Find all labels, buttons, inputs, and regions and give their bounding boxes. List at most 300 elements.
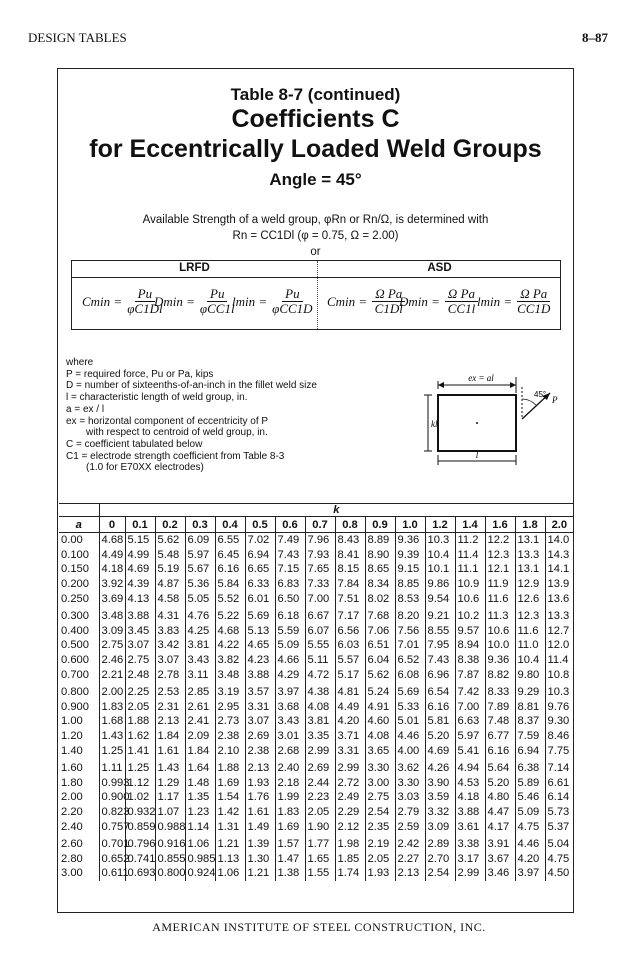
table-row <box>59 700 573 715</box>
coefficient-cell: 2.13 <box>155 714 185 729</box>
coefficient-cell: 2.75 <box>99 638 125 653</box>
coefficient-cell: 1.35 <box>185 790 215 805</box>
column-header-k: 0.5 <box>245 517 275 533</box>
coefficient-cell: 10.3 <box>425 533 455 548</box>
where-line: l = characteristic length of weld group, in. <box>66 392 248 404</box>
coefficient-cell: 8.55 <box>425 624 455 639</box>
coefficient-cell: 4.18 <box>455 790 485 805</box>
coefficient-cell: 8.89 <box>365 533 395 548</box>
coefficient-cell: 4.38 <box>305 685 335 700</box>
coefficient-cell: 1.48 <box>185 776 215 791</box>
where-line: a = ex / l <box>66 403 105 415</box>
centroid-marker <box>476 422 478 424</box>
angle-arc <box>522 399 536 405</box>
coefficient-cell: 4.69 <box>425 743 455 758</box>
coefficient-cell: 2.46 <box>99 653 125 668</box>
formula-column-divider <box>317 261 318 329</box>
coefficient-cell: 2.35 <box>365 819 395 834</box>
coefficient-cell: 1.21 <box>215 837 245 852</box>
coefficient-cell: 5.19 <box>155 562 185 577</box>
coefficient-cell: 1.62 <box>125 729 155 744</box>
coefficient-cell: 7.43 <box>275 548 305 563</box>
a-value-cell: 0.150 <box>61 563 89 576</box>
coefficient-cell: 2.75 <box>125 653 155 668</box>
a-value-cell: 0.600 <box>61 654 89 667</box>
coefficient-cell: 7.56 <box>395 624 425 639</box>
lrfd-formula-2 <box>232 287 316 316</box>
coefficient-cell: 9.30 <box>545 714 573 729</box>
coefficient-cell: 6.38 <box>515 761 545 776</box>
where-line: D = number of sixteenths-of-an-inch in the fillet weld size <box>66 380 317 392</box>
coefficient-cell: 3.69 <box>99 591 125 606</box>
coefficient-cell: 2.54 <box>425 866 455 881</box>
coefficient-cell: 1.64 <box>185 761 215 776</box>
coefficient-cell: 3.83 <box>155 624 185 639</box>
where-line: with respect to centroid of weld group, in. <box>86 427 268 439</box>
coefficient-cell: 1.69 <box>215 776 245 791</box>
coefficient-cell: 7.01 <box>395 638 425 653</box>
coefficient-cell: 5.36 <box>185 577 215 592</box>
coefficient-cell: 4.31 <box>155 609 185 624</box>
coefficient-cell: 14.3 <box>545 548 573 563</box>
coefficient-cell: 4.50 <box>545 866 573 881</box>
where-definitions <box>66 357 317 474</box>
coefficient-cell: 8.53 <box>395 591 425 606</box>
coefficient-cell: 0.800 <box>155 866 185 881</box>
where-line: ex = horizontal component of eccentricity of P <box>66 415 269 427</box>
table-row <box>59 533 573 548</box>
column-header-k: 1.2 <box>425 517 455 533</box>
coefficient-cell: 13.3 <box>545 609 573 624</box>
coefficient-cell: 5.89 <box>515 776 545 791</box>
coefficient-cell: 6.16 <box>215 562 245 577</box>
coefficient-cell: 3.90 <box>425 776 455 791</box>
coefficient-cell: 7.33 <box>305 577 335 592</box>
coefficient-cell: 8.41 <box>335 548 365 563</box>
coefficient-cell: 1.84 <box>185 743 215 758</box>
coefficient-cell: 1.14 <box>185 819 215 834</box>
column-header-k: 0.8 <box>335 517 365 533</box>
coefficient-cell: 5.67 <box>185 562 215 577</box>
coefficient-cell: 1.49 <box>245 819 275 834</box>
coefficient-cell: 3.03 <box>395 790 425 805</box>
column-header-k: 0 <box>99 517 125 533</box>
coefficient-cell: 3.46 <box>485 866 515 881</box>
coefficient-cell: 9.15 <box>395 562 425 577</box>
coefficient-cell: 1.02 <box>125 790 155 805</box>
column-header-k: 0.4 <box>215 517 245 533</box>
coefficient-cell: 1.25 <box>99 743 125 758</box>
running-header-left: DESIGN TABLES <box>28 30 127 45</box>
table-row <box>59 743 573 758</box>
where-line: where <box>66 357 94 368</box>
footer-publisher: AMERICAN INSTITUTE OF STEEL CONSTRUCTION, INC. <box>152 920 486 934</box>
a-value-cell: 0.400 <box>61 624 89 637</box>
where-line: C = coefficient tabulated below <box>66 438 203 450</box>
coefficient-cell: 2.53 <box>155 685 185 700</box>
formula-fraction <box>272 287 312 316</box>
coefficient-cell: 2.31 <box>155 700 185 715</box>
asd-label: ASD <box>427 262 452 274</box>
coefficient-cell: 3.81 <box>185 638 215 653</box>
coefficient-cell: 7.95 <box>425 638 455 653</box>
coefficient-cell: 3.43 <box>275 714 305 729</box>
table-row <box>59 609 573 624</box>
coefficient-cell: 5.37 <box>545 819 573 834</box>
coefficient-cell: 10.9 <box>455 577 485 592</box>
coefficient-cell: 5.69 <box>395 685 425 700</box>
column-header-k: 1.4 <box>455 517 485 533</box>
coefficient-cell: 2.29 <box>335 805 365 820</box>
coefficient-cell: 6.52 <box>395 653 425 668</box>
coefficient-cell: 6.77 <box>485 729 515 744</box>
coefficient-cell: 8.81 <box>515 700 545 715</box>
coefficient-cell: 0.823 <box>99 805 125 820</box>
ex-label: ex = al <box>468 373 494 383</box>
coefficient-cell: 3.91 <box>485 837 515 852</box>
coefficient-cell: 5.62 <box>365 667 395 682</box>
coefficient-cell: 1.06 <box>215 866 245 881</box>
coefficient-cell: 10.6 <box>455 591 485 606</box>
coefficient-cell: 4.26 <box>425 761 455 776</box>
coefficient-cell: 4.68 <box>215 624 245 639</box>
a-value-cell: 1.40 <box>61 744 83 757</box>
table-number: Table 8-7 (continued) <box>230 85 401 104</box>
formula-denominator: φC1Dl <box>127 301 163 316</box>
coefficient-cell: 2.42 <box>395 837 425 852</box>
coefficient-cell: 12.6 <box>515 591 545 606</box>
coefficient-cell: 0.855 <box>155 851 185 866</box>
formula-denominator: φCC1l <box>199 301 235 316</box>
coefficient-cell: 1.39 <box>245 837 275 852</box>
k-header-blank <box>59 504 99 517</box>
coefficient-cell: 5.69 <box>245 609 275 624</box>
coefficient-cell: 7.14 <box>545 761 573 776</box>
coefficient-cell: 6.14 <box>545 790 573 805</box>
coefficient-cell: 7.87 <box>455 667 485 682</box>
coefficient-cell: 13.9 <box>545 577 573 592</box>
coefficient-cell: 5.81 <box>425 714 455 729</box>
coefficient-cell: 1.42 <box>215 805 245 820</box>
coefficient-cell: 3.38 <box>455 837 485 852</box>
page-number: 8–87 <box>582 30 608 45</box>
coefficient-cell: 6.96 <box>425 667 455 682</box>
coefficient-cell: 7.42 <box>455 685 485 700</box>
coefficient-cell: 3.07 <box>155 653 185 668</box>
a-value-cell: 0.700 <box>61 668 89 681</box>
available-strength-note <box>58 212 573 260</box>
coefficient-cell: 0.993 <box>99 776 125 791</box>
coefficient-cell: 5.04 <box>545 837 573 852</box>
formula-denominator: φCC1D <box>272 301 313 316</box>
coefficient-cell: 4.39 <box>125 577 155 592</box>
available-line2: Rn = CC1Dl (φ = 0.75, Ω = 2.00) <box>232 230 399 242</box>
coefficient-cell: 2.19 <box>365 837 395 852</box>
coefficient-cell: 4.23 <box>245 653 275 668</box>
coefficient-cell: 1.13 <box>215 851 245 866</box>
column-header-k: 0.9 <box>365 517 395 533</box>
a-value-cell: 0.200 <box>61 578 89 591</box>
coefficient-cell: 6.45 <box>215 548 245 563</box>
coefficient-cell: 9.29 <box>515 685 545 700</box>
coefficient-cell: 3.65 <box>365 743 395 758</box>
coefficient-cell: 2.38 <box>215 729 245 744</box>
coefficient-cell: 1.88 <box>125 714 155 729</box>
table-row <box>59 591 573 606</box>
asd-formula-1 <box>399 287 481 316</box>
coefficient-cell: 5.09 <box>275 638 305 653</box>
coefficient-cell: 4.60 <box>365 714 395 729</box>
kl-label: kl <box>431 419 438 429</box>
available-line3: or <box>310 246 321 258</box>
table-row <box>59 776 573 791</box>
a-value-cell: 0.500 <box>61 639 89 652</box>
coefficient-cell: 13.1 <box>515 562 545 577</box>
a-value-cell: 2.60 <box>61 838 83 851</box>
coefficient-cell: 6.08 <box>395 667 425 682</box>
coefficient-cell: 1.61 <box>245 805 275 820</box>
coefficient-cell: 1.06 <box>185 837 215 852</box>
coefficient-cell: 1.29 <box>155 776 185 791</box>
coefficient-cell: 8.15 <box>335 562 365 577</box>
where-line: (1.0 for E70XX electrodes) <box>86 462 204 474</box>
a-value-cell: 1.60 <box>61 762 83 775</box>
coefficient-cell: 5.22 <box>215 609 245 624</box>
coefficient-cell: 5.13 <box>245 624 275 639</box>
coefficient-cell: 0.916 <box>155 837 185 852</box>
coefficient-cell: 7.06 <box>365 624 395 639</box>
table-row <box>59 837 573 852</box>
coefficient-cell: 3.62 <box>395 761 425 776</box>
coefficient-cell: 4.58 <box>155 591 185 606</box>
column-header-k: 0.2 <box>155 517 185 533</box>
a-value-cell: 2.20 <box>61 805 83 818</box>
coefficient-cell: 5.48 <box>155 548 185 563</box>
coefficient-cell: 9.86 <box>425 577 455 592</box>
coefficient-cell: 14.0 <box>545 533 573 548</box>
coefficient-cell: 7.68 <box>365 609 395 624</box>
coefficient-cell: 4.20 <box>335 714 365 729</box>
coefficient-cell: 3.30 <box>395 776 425 791</box>
coefficient-cell: 1.88 <box>215 761 245 776</box>
coefficient-cell: 3.71 <box>335 729 365 744</box>
coefficient-cell: 5.52 <box>215 591 245 606</box>
coefficient-cell: 1.12 <box>125 776 155 791</box>
table-row <box>59 851 573 866</box>
coefficient-cell: 7.02 <box>245 533 275 548</box>
coefficient-cell: 1.31 <box>215 819 245 834</box>
coefficient-cell: 5.20 <box>485 776 515 791</box>
coefficient-cell: 8.33 <box>485 685 515 700</box>
formula-header-divider <box>72 277 560 278</box>
coefficient-cell: 2.78 <box>155 667 185 682</box>
a-value-cell: 0.300 <box>61 610 89 623</box>
coefficient-cell: 5.05 <box>185 591 215 606</box>
coefficient-cell: 5.11 <box>305 653 335 668</box>
table-row <box>59 729 573 744</box>
coefficient-cell: 0.985 <box>185 851 215 866</box>
coefficient-cell: 6.61 <box>545 776 573 791</box>
coefficient-cell: 4.87 <box>155 577 185 592</box>
coefficient-cell: 2.85 <box>185 685 215 700</box>
coefficient-cell: 0.924 <box>185 866 215 881</box>
coefficient-cell: 7.49 <box>275 533 305 548</box>
formula-numerator: Ω Pa <box>445 287 478 302</box>
coefficient-cell: 4.20 <box>515 851 545 866</box>
coefficient-cell: 2.69 <box>305 761 335 776</box>
table-row <box>59 790 573 805</box>
coefficient-cell: 9.21 <box>425 609 455 624</box>
column-header-k: 2.0 <box>545 517 573 533</box>
coefficient-cell: 5.41 <box>455 743 485 758</box>
table-row <box>59 653 573 668</box>
coefficient-cell: 8.94 <box>455 638 485 653</box>
coefficient-cell: 2.99 <box>335 761 365 776</box>
coefficient-cell: 4.46 <box>395 729 425 744</box>
coefficient-cell: 6.65 <box>245 562 275 577</box>
coefficient-cell: 4.46 <box>515 837 545 852</box>
coefficient-cell: 2.68 <box>275 743 305 758</box>
coefficient-cell: 1.17 <box>155 790 185 805</box>
coefficient-cell: 0.900 <box>99 790 125 805</box>
coefficient-cell: 4.08 <box>365 729 395 744</box>
coefficient-cell: 4.66 <box>275 653 305 668</box>
formula-fraction <box>445 287 478 316</box>
coefficient-cell: 6.56 <box>335 624 365 639</box>
coefficient-cell: 1.30 <box>245 851 275 866</box>
formula-numerator: Pu <box>207 287 227 302</box>
coefficient-cell: 9.39 <box>395 548 425 563</box>
coefficient-cell: 3.35 <box>305 729 335 744</box>
coefficient-cell: 6.94 <box>515 743 545 758</box>
coefficient-cell: 1.98 <box>335 837 365 852</box>
coefficient-cell: 13.1 <box>515 533 545 548</box>
coefficient-cell: 2.00 <box>99 685 125 700</box>
coefficients-table <box>59 503 573 881</box>
coefficient-cell: 4.47 <box>485 805 515 820</box>
coefficient-cell: 1.76 <box>245 790 275 805</box>
coefficient-cell: 2.69 <box>245 729 275 744</box>
coefficient-cell: 3.32 <box>425 805 455 820</box>
formula-lhs: lmin = <box>232 293 268 309</box>
column-header-k: 0.3 <box>185 517 215 533</box>
formula-lhs: Cmin = <box>327 293 368 309</box>
coefficient-cell: 4.81 <box>335 685 365 700</box>
coefficient-cell: 7.59 <box>515 729 545 744</box>
coefficient-cell: 5.46 <box>515 790 545 805</box>
coefficient-cell: 1.47 <box>275 851 305 866</box>
coefficient-cell: 2.05 <box>365 851 395 866</box>
coefficient-cell: 5.17 <box>335 667 365 682</box>
a-value-cell: 1.80 <box>61 776 83 789</box>
coefficient-cell: 10.3 <box>545 685 573 700</box>
coefficient-cell: 3.48 <box>99 609 125 624</box>
coefficient-cell: 10.2 <box>455 609 485 624</box>
coefficient-cell: 8.65 <box>365 562 395 577</box>
coefficient-cell: 1.25 <box>125 761 155 776</box>
coefficient-cell: 3.45 <box>125 624 155 639</box>
column-header-k: 1.8 <box>515 517 545 533</box>
coefficient-cell: 9.80 <box>515 667 545 682</box>
coefficient-cell: 1.93 <box>365 866 395 881</box>
coefficient-cell: 4.13 <box>125 591 155 606</box>
coefficient-cell: 2.44 <box>305 776 335 791</box>
coefficient-cell: 2.49 <box>335 790 365 805</box>
available-line1: Available Strength of a weld group, φRn or Rn/Ω, is determined with <box>142 214 489 226</box>
table-row <box>59 624 573 639</box>
coefficient-cell: 6.54 <box>425 685 455 700</box>
coefficient-cell: 0.611 <box>99 866 125 881</box>
coefficient-cell: 6.55 <box>215 533 245 548</box>
coefficient-cell: 3.61 <box>455 819 485 834</box>
ex-arrow-left <box>438 382 444 388</box>
lrfd-formula-1 <box>154 287 238 316</box>
coefficient-cell: 1.55 <box>305 866 335 881</box>
formula-fraction <box>200 287 235 316</box>
coefficient-cell: 11.6 <box>515 624 545 639</box>
coefficient-cell: 6.50 <box>275 591 305 606</box>
column-header-k: 0.1 <box>125 517 155 533</box>
coefficient-cell: 13.3 <box>515 548 545 563</box>
coefficient-cell: 9.57 <box>455 624 485 639</box>
coefficient-cell: 9.36 <box>395 533 425 548</box>
coefficient-cell: 2.72 <box>335 776 365 791</box>
coefficient-cell: 4.53 <box>455 776 485 791</box>
coefficient-cell: 5.62 <box>155 533 185 548</box>
coefficient-cell: 4.18 <box>99 562 125 577</box>
coefficient-cell: 2.54 <box>365 805 395 820</box>
formula-denominator: CC1l <box>447 301 476 316</box>
coefficient-cell: 2.25 <box>125 685 155 700</box>
coefficient-cell: 1.77 <box>305 837 335 852</box>
coefficient-cell: 3.92 <box>99 577 125 592</box>
coefficient-cell: 0.693 <box>125 866 155 881</box>
coefficient-cell: 4.49 <box>99 548 125 563</box>
coefficient-cell: 8.37 <box>515 714 545 729</box>
coefficient-cell: 3.09 <box>99 624 125 639</box>
coefficient-cell: 4.72 <box>305 667 335 682</box>
coefficient-cell: 1.41 <box>125 743 155 758</box>
column-header-k: 0.7 <box>305 517 335 533</box>
asd-formula-2 <box>477 287 553 316</box>
coefficient-cell: 4.75 <box>515 819 545 834</box>
table-row <box>59 819 573 834</box>
a-value-cell: 0.250 <box>61 592 89 605</box>
coefficient-cell: 1.57 <box>275 837 305 852</box>
coefficient-cell: 7.00 <box>305 591 335 606</box>
k-header: k <box>99 504 573 517</box>
column-header-k: 1.0 <box>395 517 425 533</box>
coefficient-cell: 1.84 <box>155 729 185 744</box>
coefficient-cell: 1.61 <box>155 743 185 758</box>
coefficient-cell: 2.41 <box>185 714 215 729</box>
coefficient-cell: 6.51 <box>365 638 395 653</box>
angle-label: 45° <box>534 390 547 399</box>
coefficient-cell: 9.36 <box>485 653 515 668</box>
coefficient-cell: 12.0 <box>545 638 573 653</box>
coefficient-cell: 1.74 <box>335 866 365 881</box>
formula-numerator: Ω Pa <box>372 287 405 302</box>
coefficient-cell: 11.3 <box>485 609 515 624</box>
coefficient-cell: 2.12 <box>335 819 365 834</box>
coefficient-cell: 1.93 <box>245 776 275 791</box>
coefficient-cell: 6.83 <box>275 577 305 592</box>
l-label: l <box>475 450 479 460</box>
coefficient-cell: 3.31 <box>245 700 275 715</box>
coefficient-cell: 4.75 <box>545 851 573 866</box>
formula-lhs: Cmin = <box>82 293 123 309</box>
coefficient-cell: 7.43 <box>425 653 455 668</box>
